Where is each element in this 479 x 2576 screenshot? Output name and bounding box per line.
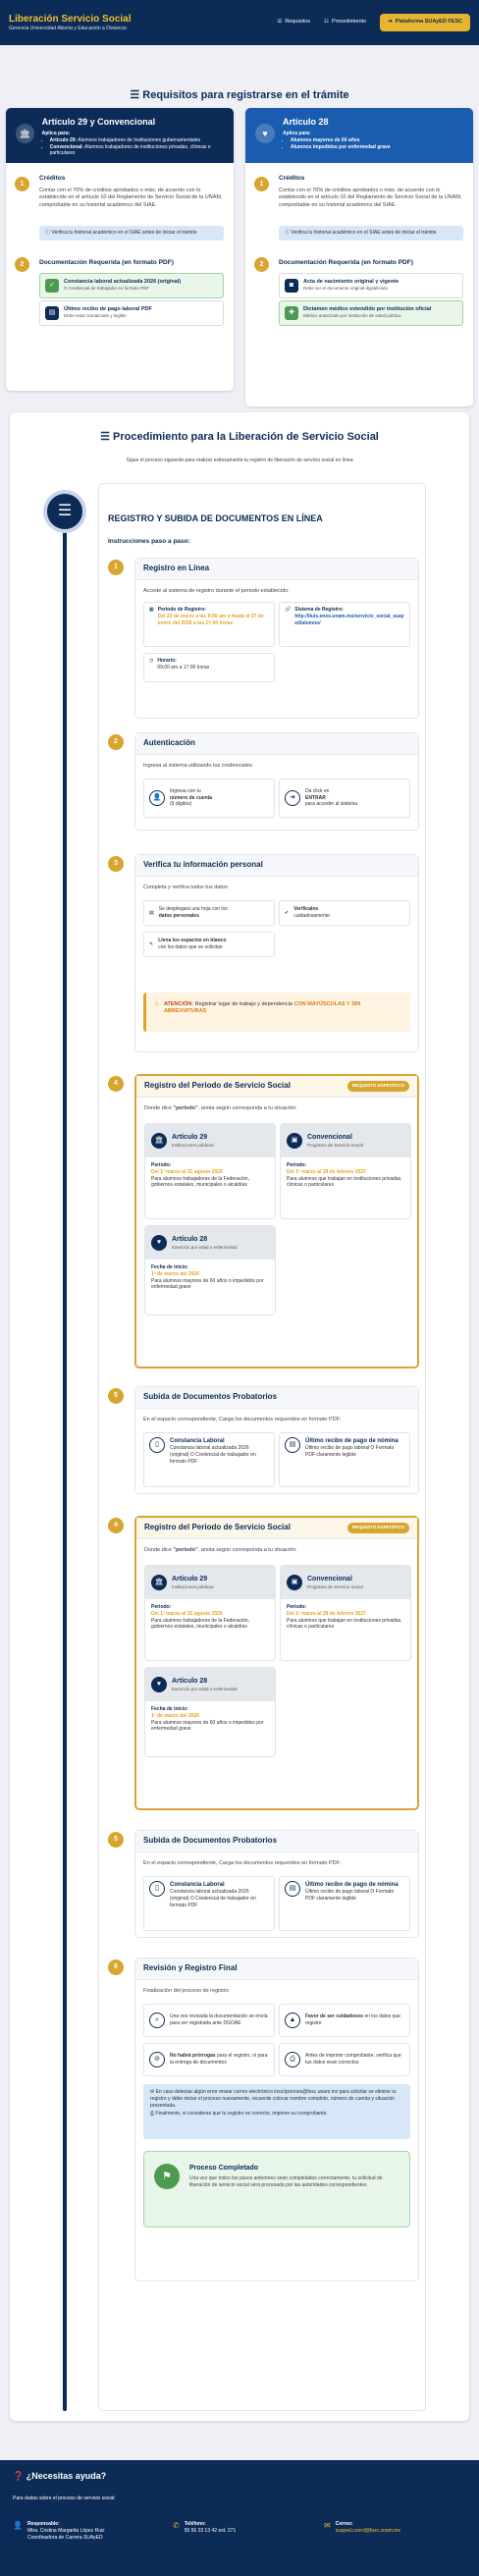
top-header bbox=[0, 0, 479, 45]
step-revision: Revisión y Registro Final Finalización del proceso de registro: ⌕ Una vez revisada la documentación se envía para ser registrada ante DGOAE ▲ Favor de ser cuidadosos en los datos que registre ⊘ No habrá prórrogas para el registro, ni para la entrega de documentos ⎙ Antes de imprimir comprobante, verifica que tus datos sean correctos ✉ En caso detectar algún error enviar correo electrónico inscripciones@fesc.unam.mx para solicitar se elimine tu registro y debe iniciar el proceso nuevamente, recuerde colocar nombre completo, número de cuenta y situación presentada. ⎙ Finalmente, si consideras que tu registro es correcto, imprime su comprobante. ⚑ Proceso Completado Una vez que todos los pasos anteriores sean completados correctamente, tu solicitud de liberación de servicio social será procesada por las autoridades correspondientes. bbox=[134, 1958, 419, 2281]
requisito-badge: REQUISITO ESPECÍFICO bbox=[347, 1081, 409, 1091]
requirements-title: ☰ Requisitos para registrarse en el trámite bbox=[130, 89, 349, 101]
email-link[interactable]: suayed.coord@fesc.unam.mx bbox=[335, 2527, 400, 2534]
bank-icon: 🏛 bbox=[16, 124, 34, 143]
user-icon: 👤 bbox=[13, 2521, 23, 2530]
mail-icon: ✉ bbox=[324, 2521, 331, 2530]
step-number: 2 bbox=[108, 734, 124, 750]
step-documentos: Subida de Documentos Probatorios En el espacio correspondiente, Carga los documentos requeridos en formato PDF: ▯ Constancia Laboral Constancia laboral actualizada 2026 (original) O Credencial de trabajador en formato PDF ▤ Último recibo de pago de nómina Último recibo de pago laboral O Formato PDF claramente legible bbox=[134, 1830, 419, 1938]
main-nav bbox=[277, 14, 470, 30]
step-number: 4 bbox=[108, 1076, 124, 1092]
timeline-line bbox=[63, 530, 67, 2411]
clock-icon: ◷ bbox=[149, 658, 154, 664]
file-check-icon: ✓ bbox=[45, 279, 59, 293]
horario-box: ◷ Horario: 09:00 am a 17:00 horas bbox=[143, 653, 275, 682]
step-number: 3 bbox=[108, 856, 124, 872]
requisito-badge: REQUISITO ESPECÍFICO bbox=[347, 1523, 409, 1532]
print-icon: ⎙ bbox=[150, 2111, 156, 2118]
user-icon: 👤 bbox=[149, 790, 165, 806]
check-circle-icon: ✔ bbox=[285, 909, 290, 916]
form-icon: ▤ bbox=[149, 909, 154, 916]
card-art28: ♥ Artículo 28 Aplica para: • Alumnos mayores de 60 años • Alumnos impedidos por enfermedad grave 1 Créditos Contar con el 70% de créditos aprobados o más, de acuerdo con lo establecido en el artículo 10 del Reglamento de Servicio Social de la UNAM, comprobable en su historial académico del SIAE. ⓘ Verifica tu historial académico en el SIAE antes de iniciar el trámite 2 Documentación Requerida (en formato PDF) ◙ Acta de nacimiento original y vigente Debe ser el documento original digitalizado ✚ Dictamen médico extendido por institución oficial Médico autorizado por institución de salud pública bbox=[245, 108, 473, 406]
list-icon: ☰ bbox=[277, 19, 283, 26]
warning-icon: ⚠ bbox=[154, 1001, 159, 1007]
periodo-box: ▦ Periodo de Registro: Del 23 de enero a las 9:00 am y hasta el 27 de enero del 2026 a las 17:00 horas bbox=[143, 602, 275, 647]
phone-icon: ✆ bbox=[173, 2521, 180, 2530]
card-title: Artículo 28 bbox=[283, 117, 329, 127]
step-number: 5 bbox=[108, 1832, 124, 1848]
calendar-icon: ▦ bbox=[149, 607, 154, 613]
steps-icon: ☷ bbox=[324, 19, 329, 26]
step-number: 4 bbox=[108, 1518, 124, 1533]
print-icon: ⎙ bbox=[285, 2052, 300, 2067]
convencional-box: ▣ Convencional Programa de Servicio Social Periodo: Del 1º marzo al 28 de febrero 2027 Para alumnos que trabajan en instituciones privadas, clínicas o particulares bbox=[280, 1565, 411, 1661]
doc-acta: ◙ Acta de nacimiento original y vigente Debe ser el documento original digitalizado bbox=[279, 273, 463, 298]
upload-constancia[interactable]: ▯ Constancia Laboral Constancia laboral actualizada 2026 (original) O Credencial de trabajador en formato PDF bbox=[143, 1876, 275, 1931]
step-number: 5 bbox=[108, 1388, 124, 1404]
heart-icon: ♥ bbox=[151, 1235, 167, 1251]
nav-requisitos[interactable]: ☰ Requisitos bbox=[277, 19, 311, 26]
card-art29-conv: 🏛 Artículo 29 y Convencional Aplica para: • Artículo 29: Alumnos trabajadores de Instituciones gubernamentales • Convencional: Alumnos trabajadores de instituciones privadas, clínicas o particulares 1 Créditos Contar con el 70% de créditos aprobados o más, de acuerdo con lo establecido en el artículo 10 del Reglamento de Servicio Social de la UNAM, comprobable en su historial académico del SIAE. ⓘ Verifica tu historial académico en el SIAE antes de iniciar el trámite 2 Documentación Requerida (en formato PDF) ✓ Constancia laboral actualizada 2026 (original) O Credencial de trabajador en formato PDF ▤ Último recibo de pago laboral PDF Debe estar actualizado y legible bbox=[6, 108, 234, 391]
info-note: ⓘ Verifica tu historial académico en el SIAE antes de iniciar el trámite bbox=[279, 226, 463, 241]
search-icon: ⌕ bbox=[149, 2012, 165, 2028]
brand[interactable] bbox=[9, 13, 132, 32]
receipt-icon: ▤ bbox=[285, 1437, 300, 1453]
card-title: Artículo 29 y Convencional bbox=[41, 117, 156, 127]
step-registro: Registro en Línea Accede al sistema de registro durante el periodo establecido: ▦ Periodo de Registro: Del 23 de enero a las 9:00 am y hasta el 27 de enero del 2026 a las 17:00 horas 🔗 Sistema de Registro: http://iluis.enes.unam.mx/servicio_social_suayed/alumno/ ◷ Horario: 09:00 am a 17:00 horas bbox=[134, 558, 419, 719]
briefcase-icon: ▣ bbox=[287, 1575, 302, 1590]
login-icon: ➜ bbox=[285, 790, 300, 806]
completed-box: ⚑ Proceso Completado Una vez que todos los pasos anteriores sean completados correctamente, tu solicitud de liberación de servicio social será procesada por las autoridades correspondientes. bbox=[143, 2151, 410, 2227]
help-footer: ❓ ¿Necesitas ayuda? Para dudas sobre el proceso de servicio social: 👤 Responsable: Mtra. Cristina Margarita López Ruiz Coordinadora de Carrera SUAyED ✆ Teléfono: 55 56 23 13 42 ext. 271 ✉ Correo: suayed.coord@fesc.unam.mx bbox=[0, 2460, 479, 2576]
bank-icon: 🏛 bbox=[151, 1575, 167, 1590]
mail-icon: ✉ bbox=[150, 2089, 156, 2095]
convencional-box: ▣ Convencional Programa de Servicio Social Periodo: Del 1º marzo al 28 de febrero 2027 Para alumnos que trabajan en instituciones privadas, clínicas o particulares bbox=[280, 1123, 411, 1219]
step-number: 1 bbox=[108, 560, 124, 575]
error-info: ✉ En caso detectar algún error enviar correo electrónico inscripciones@fesc.unam.mx para solicitar se elimine tu registro y debe iniciar el proceso nuevamente, recuerde colocar nombre completo, número de cuenta y situación presentada. ⎙ Finalmente, si consideras que tu registro es correcto, imprime su comprobante. bbox=[143, 2084, 410, 2139]
heart-icon: ♥ bbox=[151, 1677, 167, 1692]
step-periodo: Registro del Periodo de Servicio Social REQUISITO ESPECÍFICO Donde dice "periodo", anota según corresponda a tu situación: 🏛 Artículo 29 Instituciones públicas Periodo: Del 1º marzo al 31 agosto 2026 Para alumnos trabajadores de la Federación, gobiernos estatales, municipales o alcaldías ▣ Convencional Programa de Servicio Social Periodo: Del 1º marzo al 28 de febrero 2027 Para alumnos que trabajan en instituciones privadas, clínicas o particulares ♥ Artículo 28 Exención por edad o enfermedad Fecha de inicio: 1º de marzo del 2026 Para alumnos mayores de 60 años o impedidos por enfermedad grave bbox=[134, 1516, 419, 1810]
art29-box: 🏛 Artículo 29 Instituciones públicas Periodo: Del 1º marzo al 31 agosto 2026 Para alumnos trabajadores de la Federación, gobiernos estatales, municipales o alcaldías bbox=[144, 1565, 276, 1661]
upload-recibo[interactable]: ▤ Último recibo de pago de nómina Último recibo de pago laboral O Formato PDF claramente legible bbox=[279, 1432, 410, 1487]
step-periodo: Registro del Periodo de Servicio Social REQUISITO ESPECÍFICO Donde dice "periodo", anota según corresponda a tu situación: 🏛 Artículo 29 Instituciones públicas Periodo: Del 1º marzo al 31 agosto 2026 Para alumnos trabajadores de la Federación, gobiernos estatales, municipales o alcaldías ▣ Convencional Programa de Servicio Social Periodo: Del 1º marzo al 28 de febrero 2027 Para alumnos que trabajan en instituciones privadas, clínicas o particulares ♥ Artículo 28 Exención por edad o enfermedad Fecha de inicio: 1º de marzo del 2026 Para alumnos mayores de 60 años o impedidos por enfermedad grave bbox=[134, 1074, 419, 1368]
nav-procedimiento[interactable]: ☷ Procedimiento bbox=[324, 19, 367, 26]
receipt-icon: ▤ bbox=[285, 1881, 300, 1897]
receipt-icon: ▤ bbox=[45, 306, 59, 320]
art29-box: 🏛 Artículo 29 Instituciones públicas Periodo: Del 1º marzo al 31 agosto 2026 Para alumnos trabajadores de la Federación, gobiernos estatales, municipales o alcaldías bbox=[144, 1123, 276, 1219]
list-icon: ☰ bbox=[100, 431, 114, 443]
menu-icon[interactable]: ☰ bbox=[43, 490, 86, 533]
warning-note: ⚠ ATENCIÓN: Registrar lugar de trabajo y dependencia CON MAYÚSCULAS Y SIN ABREVIATURAS bbox=[143, 993, 410, 1032]
registro-link[interactable]: http://iluis.enes.unam.mx/servicio_social_suayed/alumno/ bbox=[294, 613, 404, 626]
step-autenticacion: Autenticación Ingresa al sistema utilizando tus credenciales: 👤 Ingresa con tu número de cuenta (9 dígitos) ➜ Da click en ENTRAR para acceder al sistema bbox=[134, 732, 419, 831]
info-icon: ⓘ bbox=[285, 230, 292, 236]
info-icon: ⓘ bbox=[45, 230, 52, 236]
sistema-box: 🔗 Sistema de Registro: http://iluis.enes.unam.mx/servicio_social_suayed/alumno/ bbox=[279, 602, 410, 647]
briefcase-icon: ▣ bbox=[287, 1133, 302, 1149]
bank-icon: 🏛 bbox=[151, 1133, 167, 1149]
platform-button[interactable]: ➜ Plataforma SUAyED FESC bbox=[380, 14, 470, 30]
doc-dictamen: ✚ Dictamen médico extendido por institución oficial Médico autorizado por institución de salud pública bbox=[279, 300, 463, 326]
step-verifica: Verifica tu información personal Completa y verifica todos tus datos: ▤ Se desplegará una hoja con los datos personales ✔ Verifícalos cuidadosamente ✎ Llena los espacios en blanco con los datos que se solicitan ⚠ ATENCIÓN: Registrar lugar de trabajo y dependencia CON MAYÚSCULAS Y SIN ABREVIATURAS bbox=[134, 854, 419, 1052]
heart-icon: ♥ bbox=[255, 124, 275, 143]
alert-icon: ▲ bbox=[285, 2012, 300, 2028]
number-badge: 1 bbox=[15, 177, 29, 191]
list-check-icon: ☰ bbox=[130, 89, 143, 101]
procedure-heading: REGISTRO Y SUBIDA DE DOCUMENTOS EN LÍNEA bbox=[108, 513, 323, 523]
question-icon: ❓ bbox=[13, 2471, 27, 2481]
info-note: ⓘ Verifica tu historial académico en el SIAE antes de iniciar el trámite bbox=[39, 226, 224, 241]
upload-recibo[interactable]: ▤ Último recibo de pago de nómina Último recibo de pago laboral O Formato PDF claramente legible bbox=[279, 1876, 410, 1931]
procedure-title: ☰ Procedimiento para la Liberación de Servicio Social bbox=[100, 431, 379, 443]
edit-icon: ✎ bbox=[149, 940, 154, 947]
app-title: Liberación Servicio Social bbox=[9, 13, 132, 25]
file-icon: ▯ bbox=[149, 1881, 165, 1897]
step-number: 6 bbox=[108, 1959, 124, 1975]
ban-icon: ⊘ bbox=[149, 2052, 165, 2067]
doc-constancia: ✓ Constancia laboral actualizada 2026 (original) O Credencial de trabajador en formato PDF bbox=[39, 273, 224, 298]
step-documentos: Subida de Documentos Probatorios En el espacio correspondiente, Carga los documentos requeridos en formato PDF: ▯ Constancia Laboral Constancia laboral actualizada 2026 (original) O Credencial de trabajador en formato PDF ▤ Último recibo de pago de nómina Último recibo de pago laboral O Formato PDF claramente legible bbox=[134, 1386, 419, 1494]
medical-icon: ✚ bbox=[285, 306, 298, 320]
art28-box: ♥ Artículo 28 Exención por edad o enfermedad Fecha de inicio: 1º de marzo del 2026 Para alumnos mayores de 60 años o impedidos por enfermedad grave bbox=[144, 1225, 276, 1315]
id-card-icon: ◙ bbox=[285, 279, 298, 293]
flag-icon: ⚑ bbox=[154, 2164, 180, 2189]
upload-constancia[interactable]: ▯ Constancia Laboral Constancia laboral actualizada 2026 (original) O Credencial de trabajador en formato PDF bbox=[143, 1432, 275, 1487]
external-icon: ➜ bbox=[388, 19, 393, 26]
doc-recibo: ▤ Último recibo de pago laboral PDF Debe estar actualizado y legible bbox=[39, 300, 224, 326]
art28-box: ♥ Artículo 28 Exención por edad o enfermedad Fecha de inicio: 1º de marzo del 2026 Para alumnos mayores de 60 años o impedidos por enfermedad grave bbox=[144, 1667, 276, 1757]
app-subtitle: Gerencia Universidad Abierta y Educación a Distancia bbox=[9, 26, 127, 32]
link-icon: 🔗 bbox=[285, 607, 292, 613]
file-icon: ▯ bbox=[149, 1437, 165, 1453]
